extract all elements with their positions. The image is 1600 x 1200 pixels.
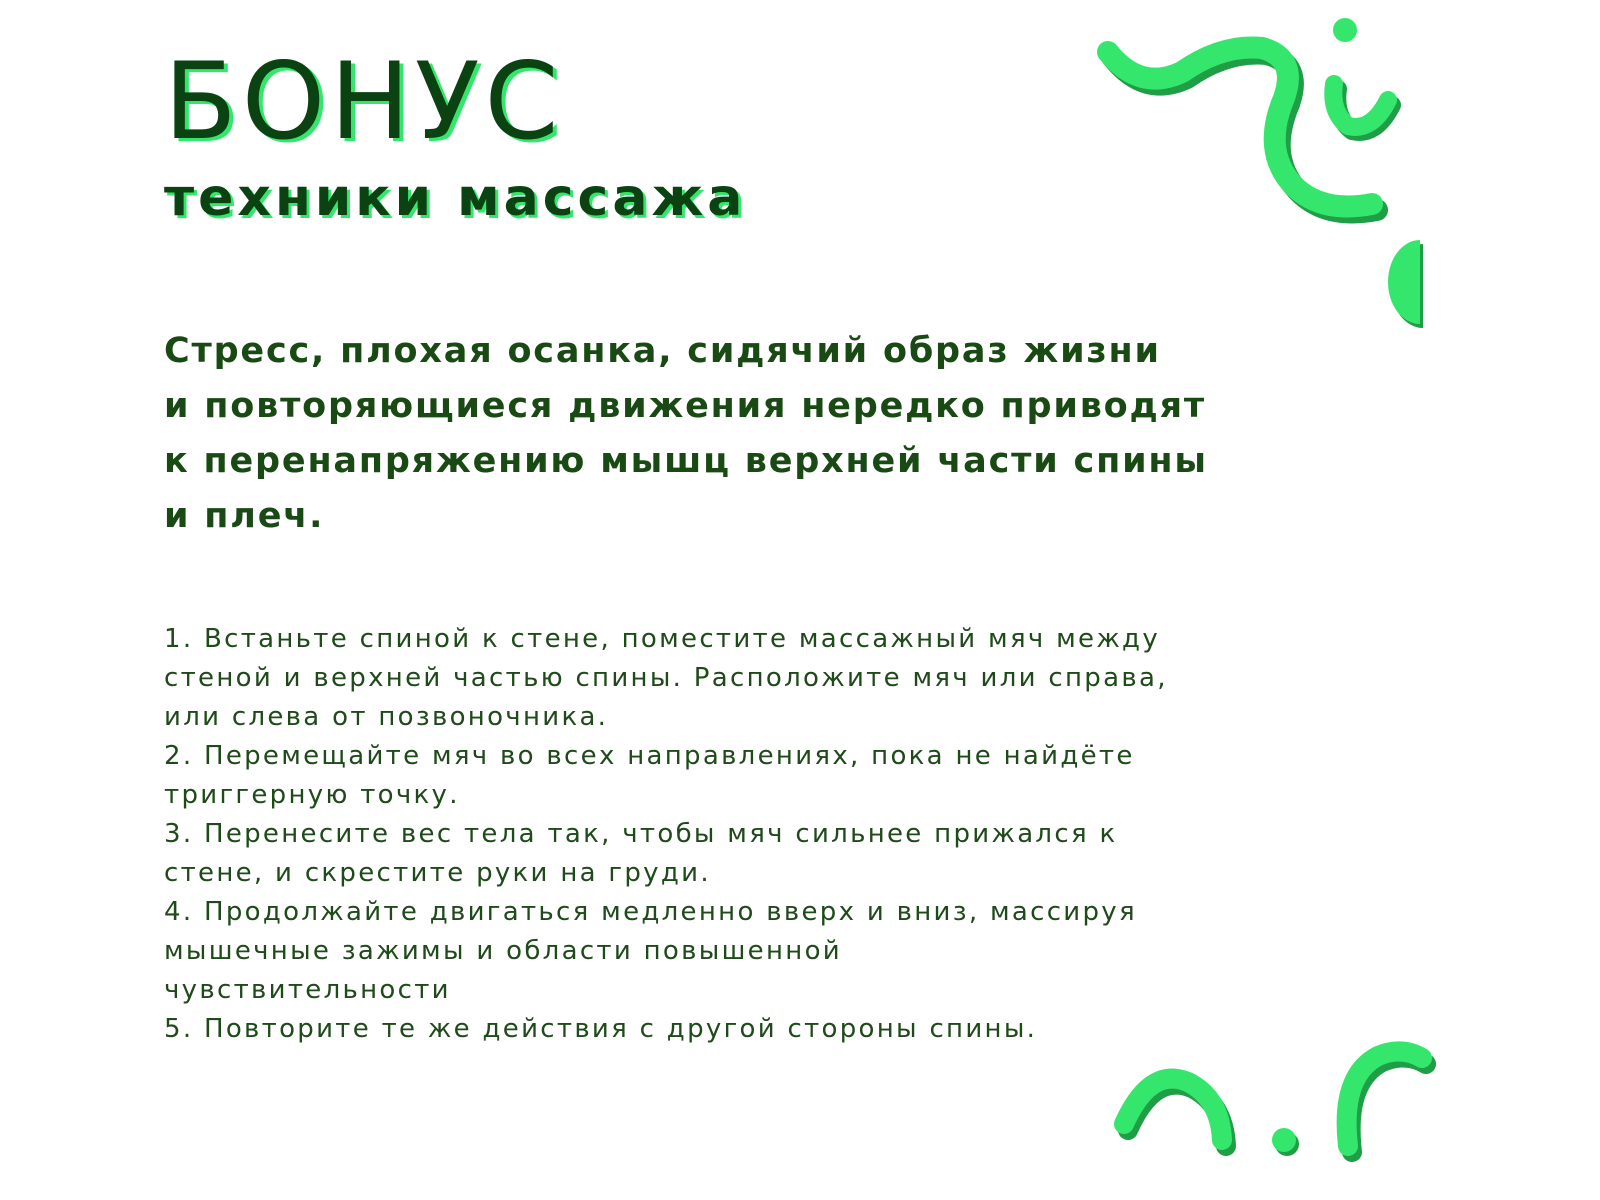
step-line: 2. Перемещайте мяч во всех направлениях, пока не найдёте <box>164 741 1135 771</box>
step-line: стеной и верхней частью спины. Расположите мяч или справа, <box>164 663 1168 693</box>
step-line: 4. Продолжайте двигаться медленно вверх и вниз, массируя <box>164 897 1137 927</box>
step-item-1 <box>164 620 1364 737</box>
step-item-2 <box>164 737 1364 815</box>
step-line: стене, и скрестите руки на груди. <box>164 858 711 888</box>
step-item-3 <box>164 815 1364 893</box>
squiggle-bottom-right-icon <box>1124 1051 1426 1156</box>
intro-paragraph <box>164 324 1364 544</box>
intro-line: и повторяющиеся движения нередко приводят <box>164 386 1206 426</box>
step-line: триггерную точку. <box>164 780 460 810</box>
steps-list <box>164 620 1364 1049</box>
intro-line: Стресс, плохая осанка, сидячий образ жизни <box>164 331 1161 371</box>
step-line: или слева от позвоночника. <box>164 702 609 732</box>
intro-line: и плеч. <box>164 496 325 536</box>
card-title: БОНУС <box>164 40 564 163</box>
step-item-5 <box>164 1010 1364 1049</box>
step-line: мышечные зажимы и области повышенной <box>164 936 842 966</box>
half-circle-right-icon <box>1388 240 1423 328</box>
card-subtitle: техники массажа <box>164 168 747 228</box>
step-line: 5. Повторите те же действия с другой стороны спины. <box>164 1014 1038 1044</box>
step-line: 3. Перенесите вес тела так, чтобы мяч сильнее прижался к <box>164 819 1118 849</box>
step-line: чувствительности <box>164 975 451 1005</box>
squiggle-top-right-icon <box>1108 18 1392 213</box>
intro-line: к перенапряжению мышц верхней части спины <box>164 441 1208 481</box>
step-line: 1. Встаньте спиной к стене, поместите массажный мяч между <box>164 624 1161 654</box>
step-item-4 <box>164 893 1364 1010</box>
